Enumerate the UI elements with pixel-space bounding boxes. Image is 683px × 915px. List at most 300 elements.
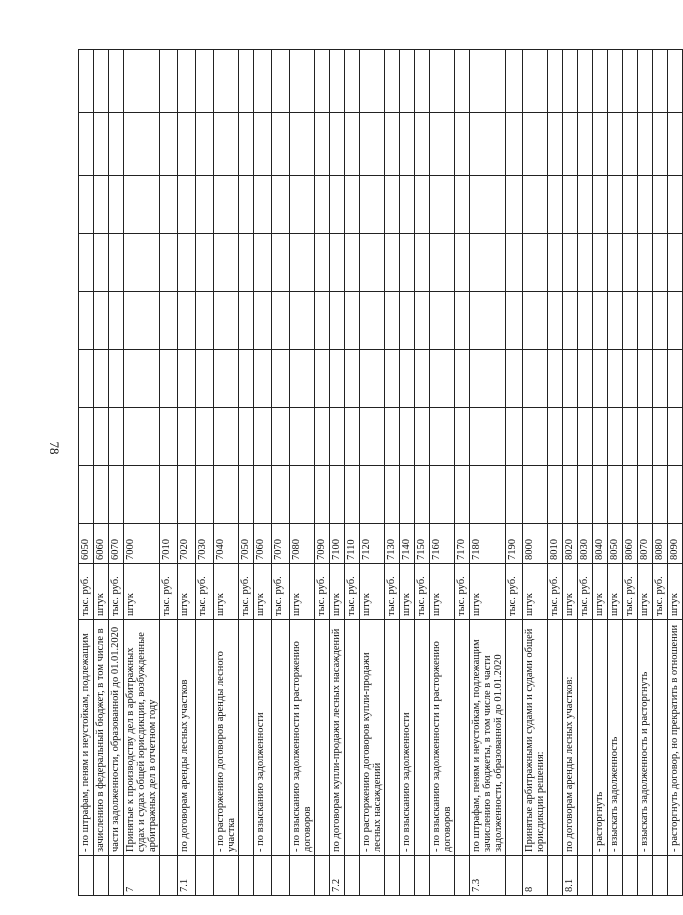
value-cell	[400, 408, 415, 466]
value-cell	[79, 292, 94, 350]
table-row	[254, 50, 272, 896]
value-cell	[160, 50, 178, 113]
value-cell	[79, 350, 94, 408]
table-row	[345, 50, 360, 896]
indicator-name-cell: - взыскать задолженность	[608, 620, 623, 856]
value-cell	[578, 50, 593, 113]
value-cell	[578, 292, 593, 350]
value-cell	[623, 50, 638, 113]
value-cell	[109, 350, 124, 408]
row-number-cell: 7.2	[330, 856, 345, 896]
row-number-cell	[360, 856, 385, 896]
value-cell	[254, 113, 272, 176]
value-cell	[79, 408, 94, 466]
rotated-table-wrapper	[78, 50, 680, 896]
value-cell	[178, 292, 196, 350]
row-number-cell	[623, 856, 638, 896]
code-cell: 7060	[254, 524, 272, 564]
value-cell	[214, 350, 239, 408]
value-cell	[668, 176, 683, 234]
table-row	[94, 50, 109, 896]
value-cell	[330, 292, 345, 350]
row-number-cell	[638, 856, 653, 896]
value-cell	[345, 113, 360, 176]
row-number-cell	[548, 856, 563, 896]
unit-cell: тыс. руб.	[548, 564, 563, 620]
value-cell	[94, 350, 109, 408]
value-cell	[400, 466, 415, 524]
value-cell	[239, 113, 254, 176]
value-cell	[254, 292, 272, 350]
value-cell	[290, 466, 315, 524]
value-cell	[578, 234, 593, 292]
code-cell: 7130	[385, 524, 400, 564]
value-cell	[94, 408, 109, 466]
value-cell	[385, 113, 400, 176]
indicator-name-cell: - по взысканию задолженности	[400, 620, 415, 856]
value-cell	[290, 50, 315, 113]
unit-cell: тыс. руб.	[653, 564, 668, 620]
table-row	[668, 50, 683, 896]
indicator-name-cell	[160, 620, 178, 856]
value-cell	[593, 350, 608, 408]
unit-cell: тыс. руб.	[109, 564, 124, 620]
unit-cell: штук	[360, 564, 385, 620]
table-row	[178, 50, 196, 896]
value-cell	[124, 50, 160, 113]
value-cell	[239, 466, 254, 524]
value-cell	[653, 176, 668, 234]
value-cell	[430, 350, 455, 408]
value-cell	[124, 466, 160, 524]
table-row	[214, 50, 239, 896]
value-cell	[94, 176, 109, 234]
unit-cell: штук	[330, 564, 345, 620]
unit-cell: тыс. руб.	[623, 564, 638, 620]
unit-cell: тыс. руб.	[239, 564, 254, 620]
value-cell	[160, 408, 178, 466]
unit-cell: штук	[593, 564, 608, 620]
code-cell: 7170	[455, 524, 470, 564]
value-cell	[523, 176, 548, 234]
code-cell: 7100	[330, 524, 345, 564]
value-cell	[214, 466, 239, 524]
value-cell	[272, 113, 290, 176]
value-cell	[214, 234, 239, 292]
value-cell	[653, 408, 668, 466]
value-cell	[415, 176, 430, 234]
row-number-cell	[345, 856, 360, 896]
value-cell	[668, 466, 683, 524]
value-cell	[94, 113, 109, 176]
value-cell	[160, 113, 178, 176]
value-cell	[214, 113, 239, 176]
indicator-name-cell: - по расторжению договоров аренды лесного участка	[214, 620, 239, 856]
value-cell	[470, 292, 506, 350]
code-cell: 7110	[345, 524, 360, 564]
value-cell	[124, 350, 160, 408]
value-cell	[523, 234, 548, 292]
row-number-cell: 7.3	[470, 856, 506, 896]
value-cell	[290, 176, 315, 234]
code-cell: 8020	[563, 524, 578, 564]
value-cell	[668, 234, 683, 292]
value-cell	[345, 350, 360, 408]
value-cell	[178, 50, 196, 113]
indicator-name-cell: по договорам аренды лесных участков	[178, 620, 196, 856]
code-cell: 7050	[239, 524, 254, 564]
unit-cell: тыс. руб.	[506, 564, 523, 620]
value-cell	[345, 292, 360, 350]
value-cell	[330, 350, 345, 408]
code-cell: 8080	[653, 524, 668, 564]
value-cell	[470, 176, 506, 234]
value-cell	[178, 113, 196, 176]
row-number-cell: 7	[124, 856, 160, 896]
value-cell	[548, 466, 563, 524]
row-number-cell	[430, 856, 455, 896]
value-cell	[109, 113, 124, 176]
value-cell	[124, 234, 160, 292]
value-cell	[315, 292, 330, 350]
code-cell: 7150	[415, 524, 430, 564]
value-cell	[109, 408, 124, 466]
value-cell	[272, 408, 290, 466]
value-cell	[623, 234, 638, 292]
value-cell	[239, 292, 254, 350]
value-cell	[345, 50, 360, 113]
value-cell	[653, 466, 668, 524]
unit-cell: тыс. руб.	[272, 564, 290, 620]
value-cell	[506, 292, 523, 350]
value-cell	[563, 350, 578, 408]
value-cell	[415, 408, 430, 466]
value-cell	[563, 466, 578, 524]
value-cell	[400, 50, 415, 113]
value-cell	[109, 50, 124, 113]
table-row	[455, 50, 470, 896]
value-cell	[608, 176, 623, 234]
indicator-name-cell	[315, 620, 330, 856]
value-cell	[385, 350, 400, 408]
value-cell	[79, 113, 94, 176]
indicator-name-cell	[506, 620, 523, 856]
value-cell	[315, 466, 330, 524]
value-cell	[455, 50, 470, 113]
value-cell	[470, 50, 506, 113]
indicator-name-cell: части задолженности, образованной до 01.01.2020	[109, 620, 124, 856]
unit-cell: тыс. руб.	[415, 564, 430, 620]
value-cell	[178, 466, 196, 524]
value-cell	[668, 408, 683, 466]
table-row	[593, 50, 608, 896]
page-number: 78	[47, 441, 62, 455]
value-cell	[124, 113, 160, 176]
value-cell	[315, 234, 330, 292]
indicator-name-cell	[548, 620, 563, 856]
value-cell	[385, 408, 400, 466]
value-cell	[608, 292, 623, 350]
code-cell: 8040	[593, 524, 608, 564]
indicator-name-cell: - взыскать задолженность и расторгнуть	[638, 620, 653, 856]
value-cell	[178, 408, 196, 466]
value-cell	[593, 176, 608, 234]
table-row	[160, 50, 178, 896]
value-cell	[623, 113, 638, 176]
unit-cell: тыс. руб.	[455, 564, 470, 620]
value-cell	[470, 234, 506, 292]
value-cell	[160, 234, 178, 292]
table-row	[430, 50, 455, 896]
indicator-name-cell: - по взысканию задолженности и расторжению договоров	[430, 620, 455, 856]
code-cell: 7030	[196, 524, 214, 564]
value-cell	[196, 176, 214, 234]
report-table	[78, 49, 683, 896]
value-cell	[290, 408, 315, 466]
value-cell	[668, 50, 683, 113]
value-cell	[430, 408, 455, 466]
value-cell	[638, 292, 653, 350]
value-cell	[400, 176, 415, 234]
value-cell	[400, 350, 415, 408]
indicator-name-cell	[415, 620, 430, 856]
value-cell	[430, 234, 455, 292]
code-cell: 7090	[315, 524, 330, 564]
unit-cell: штук	[608, 564, 623, 620]
unit-cell: штук	[563, 564, 578, 620]
unit-cell: тыс. руб.	[196, 564, 214, 620]
value-cell	[578, 176, 593, 234]
value-cell	[415, 466, 430, 524]
value-cell	[593, 113, 608, 176]
value-cell	[623, 466, 638, 524]
table-row	[360, 50, 385, 896]
value-cell	[385, 176, 400, 234]
value-cell	[623, 350, 638, 408]
table-row	[239, 50, 254, 896]
row-number-cell	[593, 856, 608, 896]
value-cell	[415, 350, 430, 408]
value-cell	[178, 176, 196, 234]
indicator-name-cell: - по взысканию задолженности и расторжению договоров	[290, 620, 315, 856]
code-cell: 6070	[109, 524, 124, 564]
value-cell	[653, 113, 668, 176]
value-cell	[360, 466, 385, 524]
value-cell	[415, 292, 430, 350]
value-cell	[506, 176, 523, 234]
value-cell	[360, 408, 385, 466]
value-cell	[430, 113, 455, 176]
row-number-cell	[668, 856, 683, 896]
value-cell	[315, 350, 330, 408]
value-cell	[593, 234, 608, 292]
row-number-cell	[239, 856, 254, 896]
code-cell: 8060	[623, 524, 638, 564]
code-cell: 8050	[608, 524, 623, 564]
value-cell	[79, 234, 94, 292]
indicator-name-cell	[455, 620, 470, 856]
value-cell	[523, 466, 548, 524]
value-cell	[563, 50, 578, 113]
value-cell	[330, 50, 345, 113]
table-row	[385, 50, 400, 896]
value-cell	[345, 408, 360, 466]
value-cell	[638, 234, 653, 292]
value-cell	[330, 113, 345, 176]
code-cell: 6050	[79, 524, 94, 564]
value-cell	[109, 176, 124, 234]
row-number-cell	[196, 856, 214, 896]
value-cell	[124, 176, 160, 234]
value-cell	[360, 113, 385, 176]
value-cell	[94, 292, 109, 350]
unit-cell: штук	[254, 564, 272, 620]
row-number-cell	[160, 856, 178, 896]
table-row	[79, 50, 94, 896]
value-cell	[578, 466, 593, 524]
code-cell: 7010	[160, 524, 178, 564]
indicator-name-cell: Принятые арбитражными судами и судами общей юрисдикции решения:	[523, 620, 548, 856]
indicator-name-cell: - по расторжению договоров купли-продажи лесных насаждений	[360, 620, 385, 856]
indicator-name-cell	[272, 620, 290, 856]
value-cell	[330, 408, 345, 466]
value-cell	[239, 50, 254, 113]
table-body	[79, 50, 683, 896]
row-number-cell	[315, 856, 330, 896]
row-number-cell: 8	[523, 856, 548, 896]
indicator-name-cell: - по взысканию задолженности	[254, 620, 272, 856]
row-number-cell	[506, 856, 523, 896]
value-cell	[272, 176, 290, 234]
value-cell	[608, 466, 623, 524]
value-cell	[638, 466, 653, 524]
value-cell	[430, 176, 455, 234]
value-cell	[638, 113, 653, 176]
value-cell	[455, 292, 470, 350]
value-cell	[315, 176, 330, 234]
unit-cell: штук	[400, 564, 415, 620]
unit-cell: штук	[290, 564, 315, 620]
value-cell	[290, 292, 315, 350]
value-cell	[623, 176, 638, 234]
value-cell	[290, 113, 315, 176]
value-cell	[239, 176, 254, 234]
indicator-name-cell	[345, 620, 360, 856]
unit-cell: тыс. руб.	[315, 564, 330, 620]
value-cell	[254, 350, 272, 408]
value-cell	[160, 176, 178, 234]
row-number-cell: 8.1	[563, 856, 578, 896]
value-cell	[94, 466, 109, 524]
indicator-name-cell	[385, 620, 400, 856]
row-number-cell	[653, 856, 668, 896]
table-row	[400, 50, 415, 896]
value-cell	[578, 350, 593, 408]
code-cell: 7070	[272, 524, 290, 564]
value-cell	[548, 350, 563, 408]
unit-cell: штук	[430, 564, 455, 620]
row-number-cell	[385, 856, 400, 896]
indicator-name-cell	[653, 620, 668, 856]
value-cell	[415, 234, 430, 292]
value-cell	[196, 292, 214, 350]
value-cell	[638, 350, 653, 408]
table-row	[109, 50, 124, 896]
code-cell: 7040	[214, 524, 239, 564]
unit-cell: тыс. руб.	[160, 564, 178, 620]
value-cell	[254, 466, 272, 524]
value-cell	[430, 292, 455, 350]
value-cell	[578, 408, 593, 466]
indicator-name-cell: по договорам купли-продажи лесных насаждений	[330, 620, 345, 856]
value-cell	[272, 292, 290, 350]
value-cell	[563, 292, 578, 350]
value-cell	[455, 466, 470, 524]
value-cell	[653, 292, 668, 350]
value-cell	[196, 350, 214, 408]
value-cell	[109, 234, 124, 292]
value-cell	[653, 50, 668, 113]
value-cell	[470, 113, 506, 176]
value-cell	[79, 466, 94, 524]
value-cell	[523, 50, 548, 113]
unit-cell: штук	[94, 564, 109, 620]
code-cell: 6060	[94, 524, 109, 564]
value-cell	[160, 292, 178, 350]
value-cell	[360, 234, 385, 292]
value-cell	[196, 408, 214, 466]
table-row	[415, 50, 430, 896]
unit-cell: штук	[638, 564, 653, 620]
table-row	[124, 50, 160, 896]
row-number-cell	[109, 856, 124, 896]
indicator-name-cell: по штрафам, пеням и неустойкам, подлежащим зачислению в бюджеты, в том числе в части задолженности, образованной до 01.01.2020	[470, 620, 506, 856]
value-cell	[506, 466, 523, 524]
table-row	[272, 50, 290, 896]
value-cell	[360, 292, 385, 350]
value-cell	[608, 234, 623, 292]
value-cell	[523, 292, 548, 350]
value-cell	[523, 113, 548, 176]
value-cell	[653, 234, 668, 292]
indicator-name-cell: - по штрафам, пеням и неустойкам, подлежащим	[79, 620, 94, 856]
value-cell	[360, 176, 385, 234]
code-cell: 8010	[548, 524, 563, 564]
table-row	[470, 50, 506, 896]
value-cell	[563, 176, 578, 234]
table-row	[638, 50, 653, 896]
value-cell	[178, 350, 196, 408]
row-number-cell	[415, 856, 430, 896]
value-cell	[254, 234, 272, 292]
row-number-cell	[290, 856, 315, 896]
value-cell	[385, 292, 400, 350]
value-cell	[94, 234, 109, 292]
indicator-name-cell	[623, 620, 638, 856]
value-cell	[385, 466, 400, 524]
value-cell	[94, 50, 109, 113]
code-cell: 7020	[178, 524, 196, 564]
row-number-cell	[400, 856, 415, 896]
value-cell	[506, 408, 523, 466]
value-cell	[239, 234, 254, 292]
value-cell	[593, 408, 608, 466]
value-cell	[79, 50, 94, 113]
value-cell	[548, 50, 563, 113]
table-row	[548, 50, 563, 896]
value-cell	[400, 113, 415, 176]
row-number-cell	[79, 856, 94, 896]
